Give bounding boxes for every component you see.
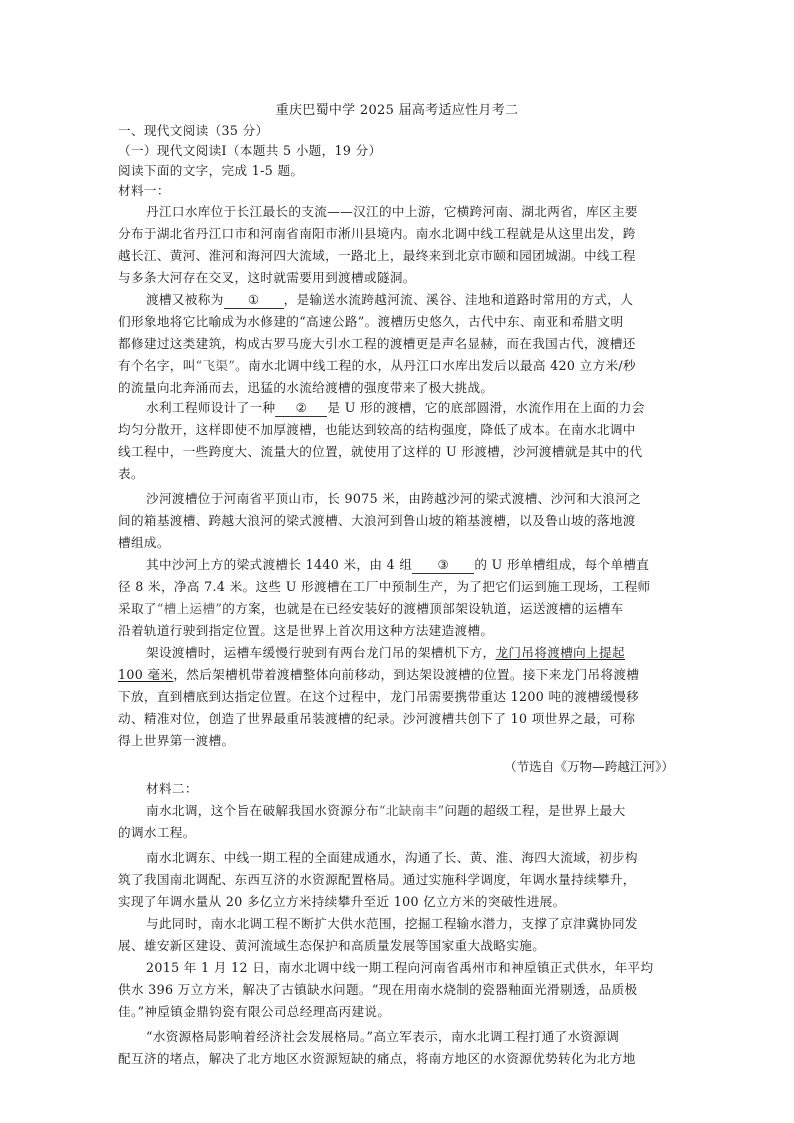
paragraph-line: 丹江口水库位于长江最长的支流——汉江的中上游，它横跨河南、湖北两省，库区主要 bbox=[146, 204, 638, 219]
paragraph-line: 分布于湖北省丹江口市和河南省南阳市淅川县境内。南水北调中线工程就是从这里出发，跨 bbox=[118, 226, 636, 241]
reading-instruction: 阅读下面的文字，完成 1-5 题。 bbox=[118, 163, 304, 178]
section-heading: 一、现代文阅读（35 分） bbox=[118, 123, 269, 138]
paragraph-line: 与此同时，南水北调工程不断扩大供水范围，挖掘工程输水潜力，支撑了京津冀协同发 bbox=[146, 916, 638, 931]
paragraph-line: 的调水工程。 bbox=[118, 825, 196, 840]
text-span: 南水北调，这个旨在破解我国水资源分布 bbox=[146, 803, 379, 818]
paragraph-line: 的流量向北奔涌而去，迅猛的水流给渡槽的强度带来了极大挑战。 bbox=[118, 380, 494, 395]
paragraph-line: 展、雄安新区建设、黄河流域生态保护和高质量发展等国家重大战略实施。 bbox=[118, 938, 546, 953]
paragraph-line: 们形象地将它比喻成为水修建的“高速公路”。渡槽历史悠久，古代中东、南亚和希腊文明 bbox=[118, 314, 624, 329]
paragraph-line: 径 8 米，净高 7.4 米。这些 U 形渡槽在工厂中预制生产，为了把它们运到施工现场，工程师 bbox=[118, 579, 651, 594]
paragraph-line: 供水 396 万立方米，解决了古镇缺水问题。“现在用南水烧制的瓷器釉面光滑剔透，品质极 bbox=[118, 982, 638, 997]
paragraph-line: 槽组成。 bbox=[118, 535, 170, 550]
paragraph-line: 实现了年调水量从 20 多亿立方米持续攀升至近 100 亿立方米的突破性进展。 bbox=[118, 894, 566, 909]
text-span: 问题的超级工程，是世界上最大 bbox=[444, 803, 626, 818]
paragraph-line: 沙河渡槽位于河南省平顶山市，长 9075 米，由跨越沙河的梁式渡槽、沙河和大浪河之 bbox=[146, 491, 642, 506]
paragraph-line: 南水北调东、中线一期工程的全面建成通水，沟通了长、黄、淮、海四大流域，初步构 bbox=[146, 850, 638, 865]
text-span: 。南水北调中线工程的水，从丹江口水库出发后以最高 420 立方米/秒 bbox=[235, 358, 636, 373]
text-span: 是 U 形的渡槽，它的底部圆滑，水流作用在上面的力会 bbox=[327, 400, 645, 415]
paragraph-line bbox=[118, 598, 678, 620]
source-citation: （节选自《万物—跨越江河》） bbox=[503, 759, 674, 774]
fill-blank-2: ② bbox=[275, 401, 327, 417]
paragraph-line: 动、精准对位，创造了世界最重吊装渡槽的纪录。沙河渡槽共创下了 10 项世界之最，可称 bbox=[118, 711, 636, 726]
underlined-phrase: 龙门吊将渡槽向上提起 bbox=[495, 645, 625, 660]
quoted-term: “北缺南丰” bbox=[379, 803, 445, 818]
text-span: 水利工程师设计了一种 bbox=[146, 400, 276, 415]
text-span: 有个名字，叫 bbox=[118, 358, 196, 373]
text-span: 其中沙河上方的梁式渡槽长 1440 米，由 4 组 bbox=[146, 557, 413, 572]
paragraph-line bbox=[146, 554, 678, 576]
paragraph-line: 都修建过这类建筑，构成古罗马庞大引水工程的渡槽更是声名显赫，而在我国古代，渡槽还 bbox=[118, 336, 636, 351]
paragraph-line: 配互济的堵点，解决了北方地区水资源短缺的痛点，将南方地区的水资源优势转化为北方地 bbox=[118, 1051, 636, 1066]
text-span: ，是输送水流跨越河流、溪谷、洼地和道路时常用的方式，人 bbox=[283, 292, 634, 307]
paragraph-line: 沿着轨道行驶到指定位置。这是世界上首次用这种方法建造渡槽。 bbox=[118, 623, 494, 638]
paragraph-line: 筑了我国南北调配、东西互济的水资源配置格局。通过实施科学调度，年调水量持续攀升， bbox=[118, 872, 636, 887]
text-span: 采取了 bbox=[118, 601, 157, 616]
paragraph-line: 与多条大河存在交叉，这时就需要用到渡槽或隧洞。 bbox=[118, 270, 416, 285]
paragraph-line bbox=[118, 664, 678, 686]
text-span: ，然后架槽机带着渡槽整体向前移动，到达架设渡槽的位置。接下来龙门吊将渡槽 bbox=[173, 667, 640, 682]
paragraph-line: 表。 bbox=[118, 466, 144, 481]
material2-label: 材料二： bbox=[146, 781, 198, 796]
paragraph-line: 间的箱基渡槽、跨越大浪河的梁式渡槽、大浪河到鲁山坡的箱基渡槽，以及鲁山坡的落地渡 bbox=[118, 513, 636, 528]
material1-label: 材料一： bbox=[118, 183, 170, 198]
text-span: 的方案，也就是在已经安装好的渡槽顶部架设轨道，运送渡槽的运槽车 bbox=[222, 601, 624, 616]
paragraph-line: 2015 年 1 月 12 日，南水北调中线一期工程向河南省禹州市和神垕镇正式供水，年平均 bbox=[146, 960, 654, 975]
paragraph-line: 线工程中，一些跨度大、流量大的位置，就使用了这样的 U 形渡槽，沙河渡槽就是其中的代 bbox=[118, 444, 643, 459]
quoted-term: “槽上运槽” bbox=[156, 601, 223, 616]
paragraph-line: 越长江、黄河、淮河和海河四大流域，一路北上，最终来到北京市颐和园团城湖。中线工程 bbox=[118, 248, 636, 263]
underlined-phrase: 100 毫米 bbox=[118, 667, 174, 682]
text-span: 的 U 形单槽组成，每个单槽直 bbox=[474, 557, 650, 572]
text-span: 渡槽又被称为 bbox=[146, 292, 224, 307]
paragraph-line: 均匀分散开，这样即使不加厚渡槽，也能达到较高的结构强度，降低了成本。在南水北调中 bbox=[118, 422, 636, 437]
quoted-term: “飞渠” bbox=[195, 358, 236, 373]
paragraph-line: “水资源格局影响着经济社会发展格局。”高立军表示，南水北调工程打通了水资源调 bbox=[146, 1029, 620, 1044]
fill-blank-1: ① bbox=[224, 293, 284, 309]
exam-title: 重庆巴蜀中学 2025 届高考适应性月考二 bbox=[275, 103, 519, 118]
paragraph-line: 下放，直到槽底到达指定位置。在这个过程中，龙门吊需要携带重达 1200 吨的渡槽缓慢移 bbox=[118, 689, 640, 704]
paragraph-line: 佳。”神垕镇金鼎钧瓷有限公司总经理高丙建说。 bbox=[118, 1004, 391, 1019]
paragraph-line bbox=[118, 355, 678, 377]
paragraph-line bbox=[146, 642, 678, 664]
paragraph-line bbox=[146, 289, 678, 311]
paragraph-line bbox=[146, 800, 678, 822]
paragraph-line: 得上世界第一渡槽。 bbox=[118, 733, 235, 748]
text-span: 架设渡槽时，运槽车缓慢行驶到有两台龙门吊的架槽机下方， bbox=[146, 645, 496, 660]
fill-blank-3: ③ bbox=[412, 558, 474, 574]
subsection-heading: （一）现代文阅读Ⅰ（本题共 5 小题，19 分） bbox=[118, 143, 382, 158]
paragraph-line bbox=[146, 397, 678, 419]
